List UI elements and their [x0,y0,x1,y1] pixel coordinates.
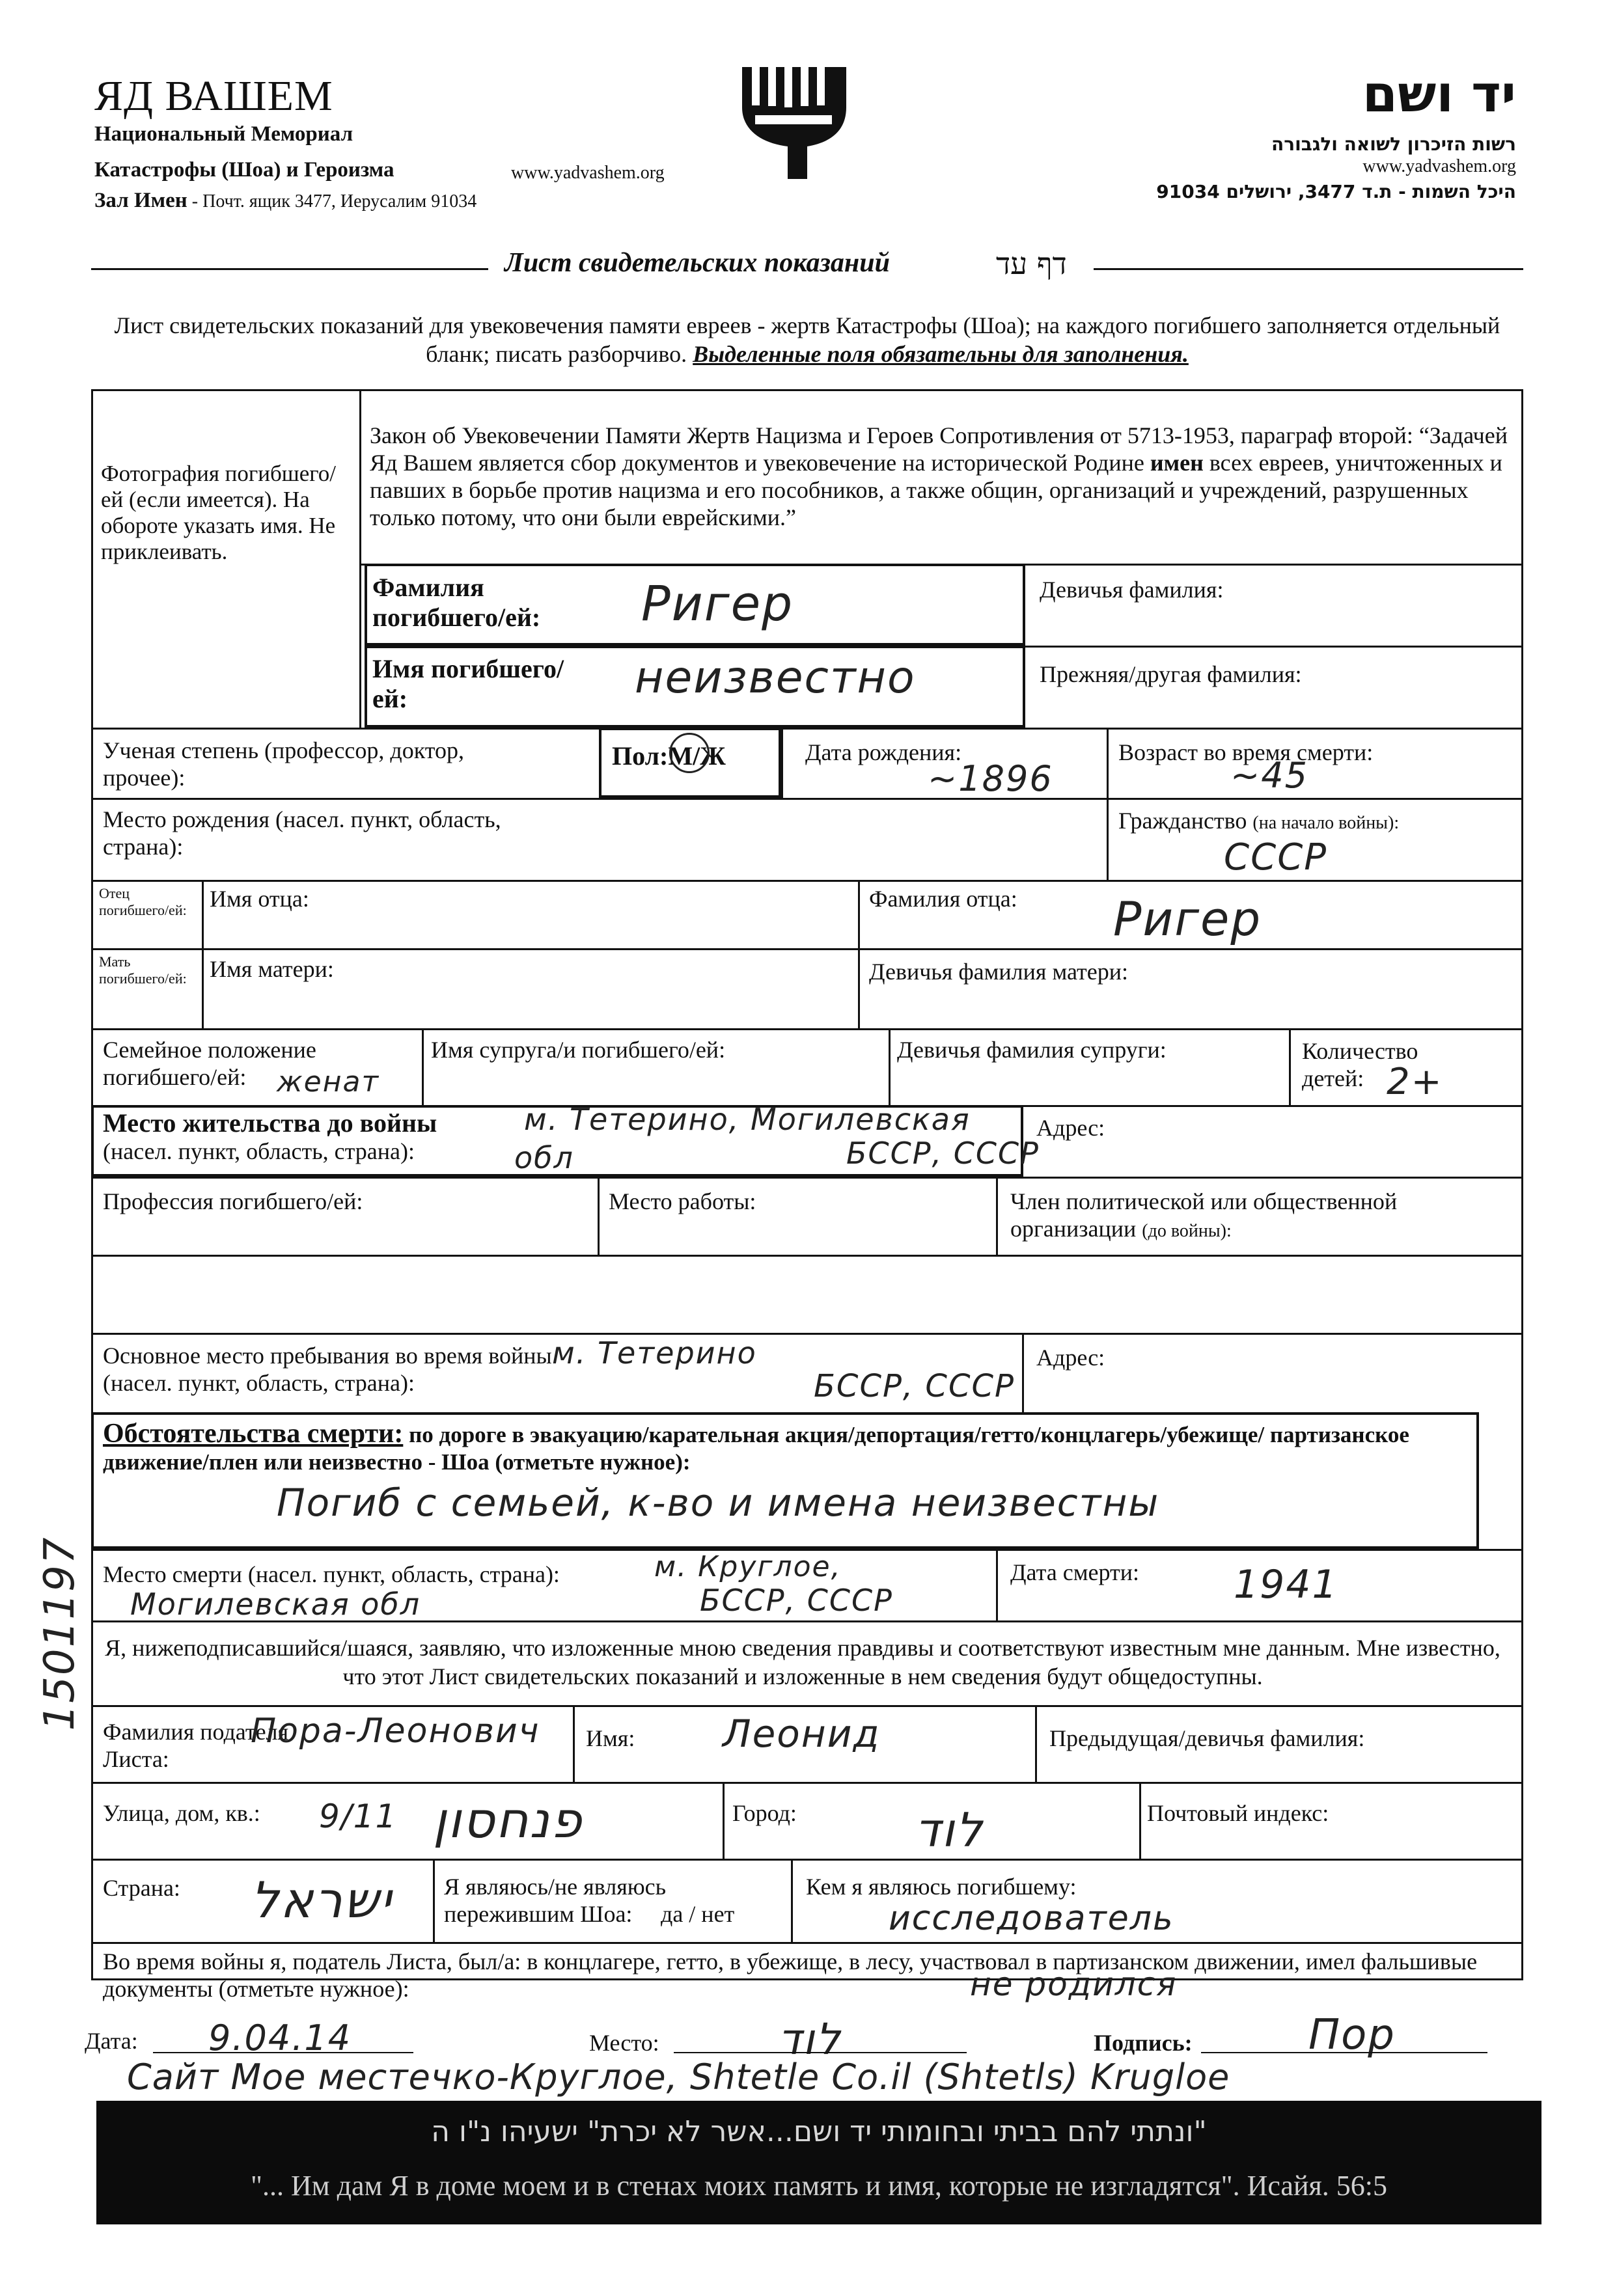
death-place-value-line2: Могилевская обл [130,1587,421,1622]
margin-number: 1501197 [36,1536,84,1731]
street-label: Улица, дом, кв.: [103,1800,260,1826]
photo-instructions: Фотография погибшего/ей (если имеется). На обороте указать имя. Не приклеивать. [101,461,336,564]
rule-submitter-name-left [573,1705,575,1782]
death-place-value-line3: БССР, СССР [700,1583,893,1618]
rule-other-name [1025,646,1523,648]
yad-vashem-logo-icon [729,55,859,185]
place-underline [674,2052,967,2053]
rule-spouse-left [422,1028,424,1105]
org-line1-ru: Национальный Мемориал [94,122,353,146]
rule-degree-top [91,728,1523,730]
father-name-label: Имя отца: [210,886,309,912]
wartime-label: Основное место пребывания во время войны (насел. пункт, область, страна): [103,1343,552,1396]
sex-male-circle-icon [669,733,710,773]
website-right: www.yadvashem.org [1362,156,1516,176]
member-label [1010,1188,1518,1245]
surname-value: Ригер [641,576,794,632]
circumstances-options: по дороге в эвакуацию/карательная акция/депортация/гетто/концлагерь/убежище/ партизанское движение/плен или неизвестно - Шоа (отметьте нужное): [103,1422,1409,1475]
org-line3-ru [94,189,477,213]
sex-label-text: Пол: [612,741,669,771]
rule-father-surname-left [858,880,860,1028]
law-part1: Закон об Увековечении Памяти Жертв Нацизма и Героев Сопротивления от 5713-1953, параграф второй: “Задачей Яд Вашем является сбор документов и увековечение на исторической Родине [370,422,1508,476]
title-rule-left [91,268,488,270]
rule-prev-surname-left [1035,1705,1037,1782]
first-name-value: неизвестно [635,652,916,704]
handwritten-footnote: Сайт Мое местечко-Круглое, Shtetle Co.il (Shtetls) Krugloe [127,2057,1230,2098]
residence-label-bold: Место жительства до войны [103,1108,437,1138]
city-value: לוד [915,1803,984,1857]
other-surname-label: Прежняя/другая фамилия: [1040,661,1302,687]
date-value: 9.04.14 [208,2017,352,2058]
org-name-he: יד ושם [1362,65,1516,124]
rule-deathdate-left [996,1549,998,1620]
zip-label: Почтовый индекс: [1147,1800,1329,1826]
spouse-name-label: Имя супруга/и погибшего/ей: [431,1037,726,1063]
residence-value-line1: м. Тетерино, Могилевская [524,1102,971,1137]
date-underline [153,2052,413,2053]
street-number: 9/11 [319,1797,398,1835]
wartime-address-label: Адрес: [1036,1345,1105,1371]
rule-profession-top [91,1177,1523,1179]
degree-label: Ученая степень (профессор, доктор, прочее): [103,737,464,791]
rule-zip-left [1139,1782,1141,1859]
rule-workplace-left [598,1177,600,1255]
circumstances-label [103,1420,1470,1476]
citizenship-label-text: Гражданство [1118,808,1247,834]
father-surname-label: Фамилия отца: [869,886,1017,912]
submitter-name-value: Леонид [723,1712,881,1756]
circumstances-value: Погиб с семьей, к-во и имена неизвестны [277,1481,1160,1525]
age-label: Возраст во время смерти: [1118,739,1374,765]
country-value: ישראל [251,1871,393,1929]
footer-band [96,2101,1541,2224]
sex-options: М/Ж [668,741,726,771]
rule-member-left [996,1177,998,1255]
signature-underline [1201,2052,1487,2053]
photo-divider [359,389,361,728]
marital-label: Семейное положение погибшего/ей: [103,1037,316,1090]
father-side-label: Отец погибшего/ей: [99,885,187,918]
first-name-label: Имя погибшего/ей: [372,654,564,713]
surname-label: Фамилия погибшего/ей: [372,573,541,632]
rule-father-top [91,880,1523,882]
rule-spouse-maiden-left [889,1028,891,1105]
rule-declaration-top [91,1620,1523,1622]
father-surname-value: Ригер [1113,892,1262,946]
member-label-text: Член политической или общественной организации [1010,1188,1398,1242]
workplace-label: Место работы: [609,1188,756,1214]
rule-age-left [1107,728,1109,798]
survivor-options[interactable]: да / нет [661,1901,735,1927]
rule-birthdate-left [781,728,783,798]
rule-marital-top [91,1028,1523,1030]
submitter-name-label: Имя: [586,1725,635,1751]
rule-children-left [1289,1028,1291,1105]
intro-main: Лист свидетельских показаний для увековечения памяти евреев - жертв Катастрофы (Шоа); на каждого погибшего заполняется отдельный бланк; писать разборчиво. [114,312,1500,367]
declaration-text: Я, нижеподписавшийся/шаяся, заявляю, что изложенные мною сведения правдивы и соответствуют известным мне данным. Мне известно, что этот Лист свидетельских показаний и изложенные в нем сведения будут общедоступны. [105,1635,1500,1689]
rule-birthplace-top [91,798,1523,800]
rule-street-top [91,1782,1523,1784]
law-text [370,422,1515,531]
wartime-value-line2: БССР, СССР [814,1368,1015,1404]
survivor-label: Я являюсь/не являюсь пережившим Шоа: [444,1874,667,1927]
residence-value-line2: обл [514,1140,574,1175]
signature-label: Подпись: [1094,2030,1193,2056]
residence-value-line3: БССР, СССР [846,1136,1040,1171]
death-place-label: Место смерти (насел. пункт, область, страна): [103,1561,560,1587]
age-value: ~45 [1230,755,1308,796]
rule-survivor-left [433,1859,435,1942]
death-date-label: Дата смерти: [1010,1559,1140,1585]
death-place-value-line1: м. Круглое, [654,1550,842,1583]
relation-label: Кем я являюсь погибшему: [806,1874,1077,1900]
residence-label-rest: (насел. пункт, область, страна): [103,1138,415,1164]
form-title-he: דף עד [996,246,1067,281]
law-bold: имен [1150,450,1204,476]
residence-label [103,1110,559,1165]
rule-city-left [723,1782,725,1859]
rule-submitter-wartime-top [91,1942,1523,1944]
intro-emphasis: Выделенные поля обязательны для заполнения. [693,341,1189,367]
children-value: 2+ [1387,1061,1443,1103]
signature-value: Пор [1308,2011,1396,2059]
org-name-ru: ЯД ВАШЕМ [94,72,333,120]
country-label: Страна: [103,1875,180,1901]
org-line3-he: היכל השמות - ת.ד 3477, ירושלים 91034 [1156,181,1516,202]
birth-date-value: ~1896 [928,758,1053,799]
rule-father-side [202,880,204,948]
children-label: Количество детей: [1302,1038,1418,1091]
org-line1-he: רשות הזיכרון לשואה ולגבורה [1271,133,1516,155]
submitter-surname-value: Пора-Леонович [251,1712,540,1751]
rule-wartime-address-left [1022,1333,1024,1412]
citizenship-value: СССР [1224,836,1328,879]
place-label: Место: [589,2030,659,2056]
submitter-wartime-value: не родился [970,1965,1178,2003]
member-note: (до войны): [1142,1221,1232,1241]
place-value: לוד [778,2014,842,2064]
mother-maiden-label: Девичья фамилия матери: [869,959,1129,985]
citizenship-note: (на начало войны): [1252,813,1400,833]
rule-mother-top [91,948,1523,950]
wartime-value-line1: м. Тетерино [552,1335,757,1371]
city-label: Город: [732,1800,797,1826]
submitter-wartime-label: Во время войны я, податель Листа, был/а: в концлагере, гетто, в убежище, в лесу, участвовал в партизанском движении, имел фальшивые документы (отметьте нужное): [103,1948,1478,2002]
rule-relation-left [791,1859,793,1942]
birth-date-label: Дата рождения: [805,739,962,765]
rule-wartime-top [91,1333,1523,1335]
intro-text [91,311,1523,368]
hall-address: - Почт. ящик 3477, Иерусалим 91034 [187,191,477,212]
submitter-surname-label: Фамилия подателя Листа: [103,1719,289,1772]
birthplace-label: Место рождения (насел. пункт, область, страна): [103,806,501,860]
website-left: www.yadvashem.org [511,163,665,183]
death-date-value: 1941 [1234,1562,1338,1607]
maiden-name-label: Девичья фамилия: [1040,577,1224,603]
law-part2: всех евреев, уничтоженных и павших в борьбе против нацизма и его пособников, а также общин, организаций и учреждений, разрушенных только потому, что они были еврейскими.” [370,450,1502,530]
profession-label: Профессия погибшего/ей: [103,1188,363,1214]
rule-country-top [91,1859,1523,1861]
citizenship-label [1118,807,1399,834]
rule-profession-bottom [91,1255,1523,1257]
circumstances-label-bold: Обстоятельства смерти: [103,1419,404,1449]
footer-quote-ru: "... Им дам Я в доме моем и в стенах моих память и имя, которые не изгладятся". Исайя. 56:5 [251,2170,1387,2202]
marital-value: женат [277,1065,380,1099]
form-title-ru: Лист свидетельских показаний [504,248,890,278]
hall-of-names: Зал Имен [94,189,187,212]
title-rule-right [1094,268,1523,270]
mother-side-label: Мать погибшего/ей: [99,953,187,987]
submitter-prev-surname-label: Предыдущая/девичья фамилия: [1049,1725,1365,1751]
footer-quote-he: "ונתתי להם בביתי ובחומותי יד ושם...אשר לא יכרת" ישעיהו נ"ו ה [431,2115,1207,2148]
org-line2-ru: Катастрофы (Шоа) и Героизма [94,158,394,182]
spouse-maiden-label: Девичья фамилия супруги: [897,1037,1167,1063]
relation-value: исследователь [889,1899,1174,1938]
street-value: פנחסון [433,1791,583,1849]
date-label: Дата: [85,2028,138,2054]
rule-mother-side [202,948,204,1028]
residence-address-label: Адрес: [1036,1115,1105,1141]
rule-citizenship-left [1107,798,1109,880]
rule-submitter-top [91,1705,1523,1707]
mother-name-label: Имя матери: [210,956,334,982]
